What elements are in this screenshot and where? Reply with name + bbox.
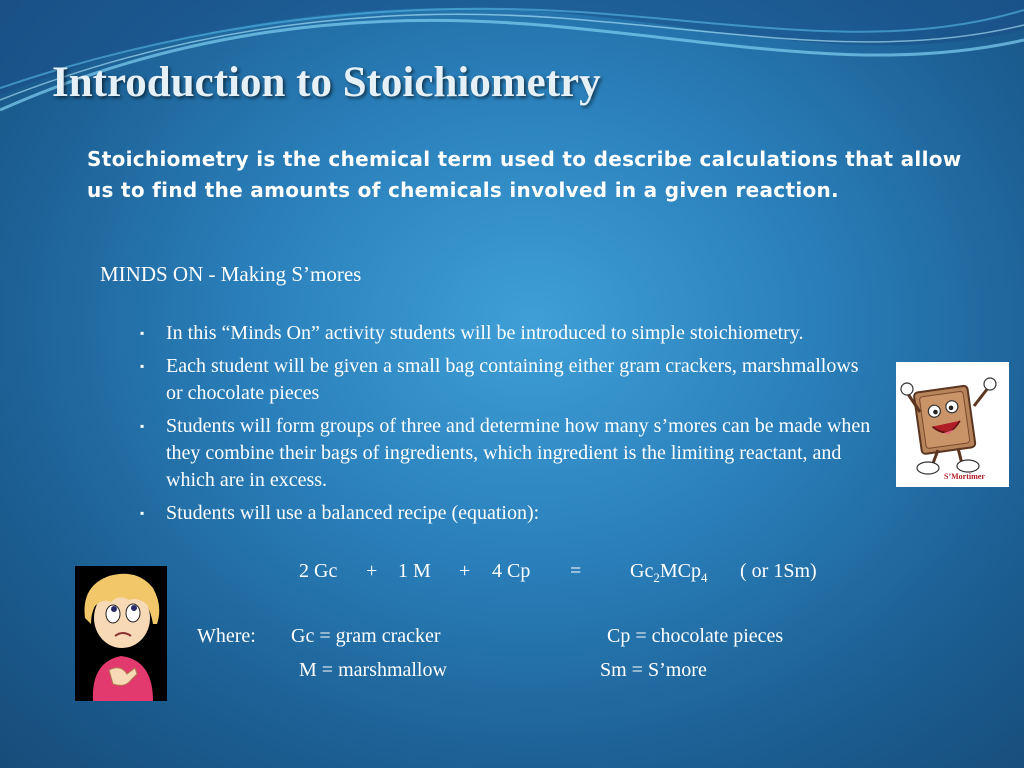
bullet-text: In this “Minds On” activity students will be introduced to simple stoichiometry. bbox=[166, 322, 804, 344]
smore-character-caption: S’Mortimer bbox=[944, 472, 985, 481]
equation-alternative: ( or 1Sm) bbox=[740, 560, 817, 582]
product-part: MCp bbox=[659, 560, 701, 582]
equation-plus: + bbox=[459, 560, 471, 582]
activity-bullet-list bbox=[140, 320, 880, 533]
bullet-item bbox=[140, 353, 880, 407]
bullet-marker: ▪ bbox=[140, 326, 145, 340]
equation-product bbox=[630, 560, 707, 586]
intro-paragraph: Stoichiometry is the chemical term used to describe calculations that allow us to find the amounts of chemicals involved in a given reaction. bbox=[87, 147, 962, 202]
definition-cp: Cp = chocolate pieces bbox=[607, 625, 784, 647]
definition-sm: Sm = S’more bbox=[600, 659, 707, 681]
slide-title: Introduction to Stoichiometry bbox=[52, 59, 601, 106]
bullet-text: Students will use a balanced recipe (equation): bbox=[166, 502, 540, 524]
bullet-marker: ▪ bbox=[140, 359, 145, 373]
smore-character-image bbox=[896, 362, 1009, 487]
equation-plus: + bbox=[366, 560, 378, 582]
equation-term-cp: 4 Cp bbox=[492, 560, 531, 582]
bullet-marker: ▪ bbox=[140, 506, 145, 520]
product-subscript: 4 bbox=[700, 570, 708, 585]
minds-on-heading: MINDS ON - Making S’mores bbox=[100, 262, 362, 286]
bullet-marker: ▪ bbox=[140, 419, 145, 433]
definition-m: M = marshmallow bbox=[299, 659, 447, 681]
definition-gc: Gc = gram cracker bbox=[291, 625, 441, 647]
thinking-girl-image bbox=[75, 566, 167, 701]
equation-equals: = bbox=[570, 560, 582, 582]
bullet-text: Each student will be given a small bag containing either gram crackers, marshmallows or chocolate pieces bbox=[166, 355, 859, 404]
product-part: Gc bbox=[630, 560, 654, 582]
bullet-text: Students will form groups of three and determine how many s’mores can be made when they combine their bags of ingredients, which ingredient is the limiting reactant, and which are in excess. bbox=[166, 415, 871, 491]
bullet-item bbox=[140, 413, 880, 494]
product-subscript: 2 bbox=[653, 570, 660, 585]
where-label: Where: bbox=[197, 625, 256, 647]
bullet-item bbox=[140, 320, 880, 347]
equation-term-m: 1 M bbox=[398, 560, 431, 582]
equation-term-gc: 2 Gc bbox=[299, 560, 338, 582]
bullet-item bbox=[140, 500, 880, 527]
